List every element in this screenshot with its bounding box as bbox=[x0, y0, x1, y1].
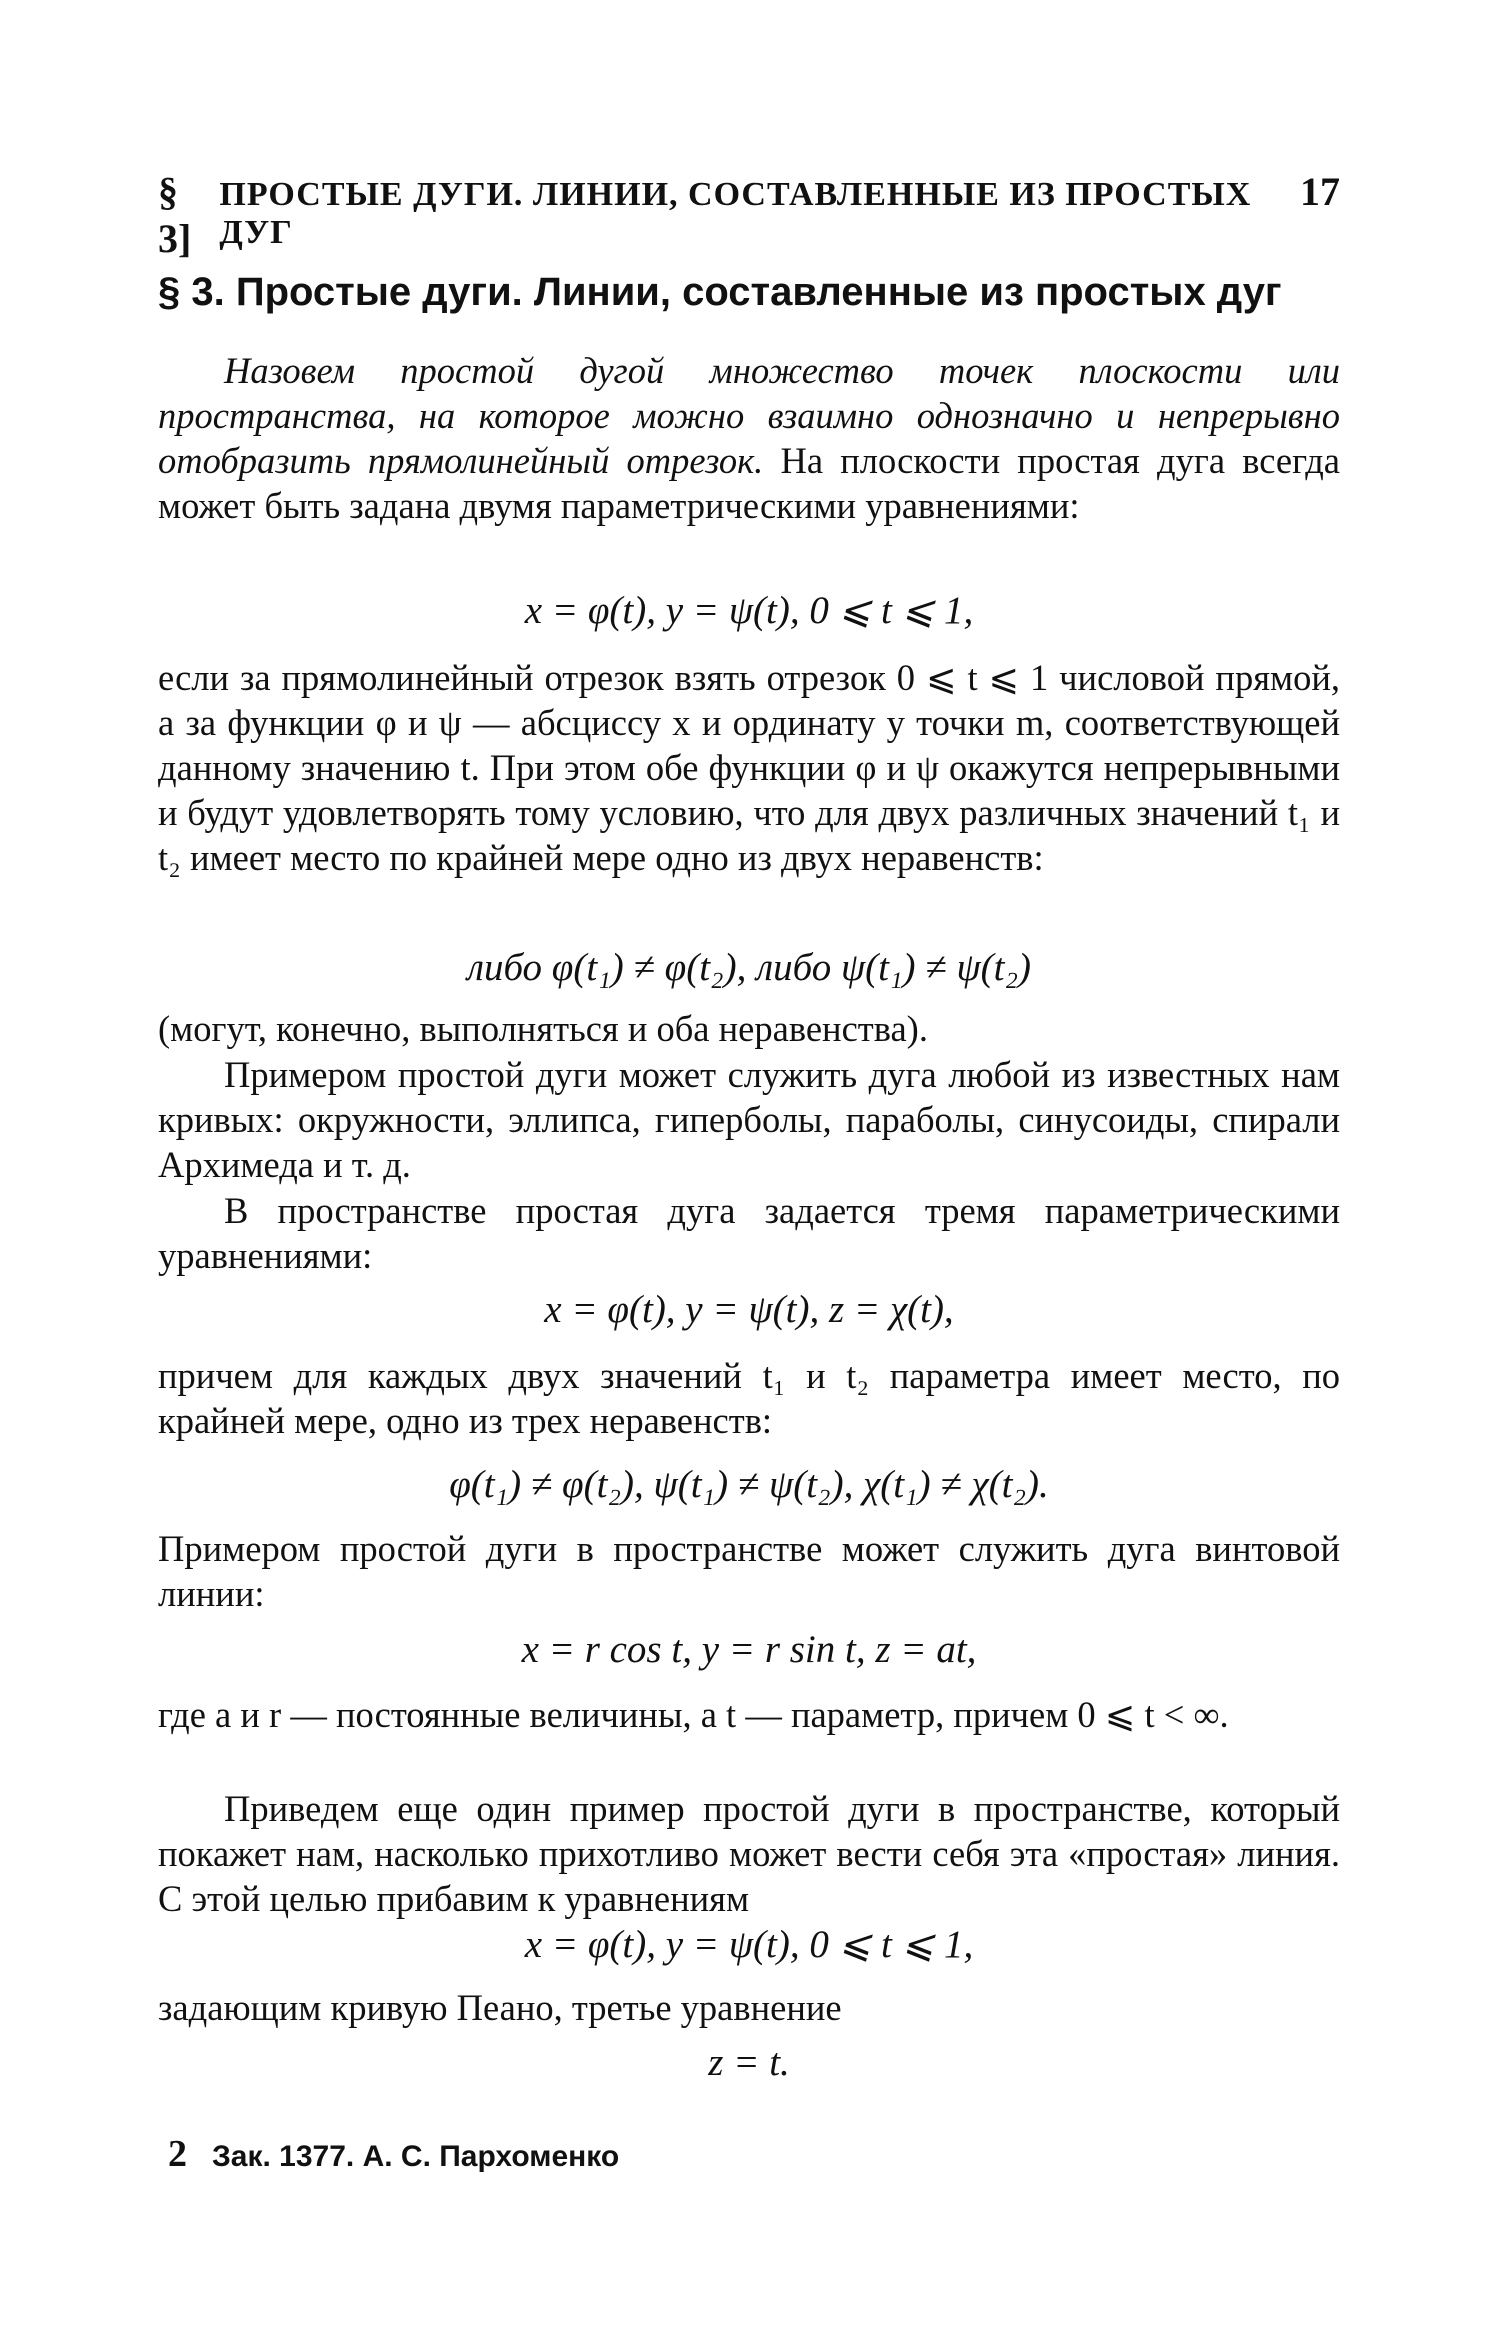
paragraph-5: В пространстве простая дуга задается тремя параметрическими уравнениями: bbox=[158, 1190, 1340, 1276]
page-number: 17 bbox=[1300, 169, 1340, 214]
formula-3: x = φ(t), y = ψ(t), z = χ(t), bbox=[544, 1288, 954, 1331]
header-section-mark: § 3] bbox=[158, 169, 192, 261]
formula-1: x = φ(t), y = ψ(t), 0 ⩽ t ⩽ 1, bbox=[524, 589, 974, 632]
formula-4: φ(t₁) ≠ φ(t₂), ψ(t₁) ≠ ψ(t₂), χ(t₁) ≠ χ(t₂). bbox=[449, 1463, 1049, 1506]
paragraph-1 bbox=[158, 348, 1340, 528]
print-footer: Зак. 1377. А. С. Пархоменко bbox=[212, 2140, 620, 2173]
paragraph-3: (могут, конечно, выполняться и оба неравенства). bbox=[158, 1008, 928, 1049]
section-heading: § 3. Простые дуги. Линии, составленные из простых дуг bbox=[158, 270, 1282, 314]
formula-2: либо φ(t₁) ≠ φ(t₂), либо ψ(t₁) ≠ ψ(t₂) bbox=[466, 946, 1032, 989]
signature-mark: 2 bbox=[168, 2133, 187, 2175]
formula-7: z = t. bbox=[708, 2041, 790, 2084]
formula-5: x = r cos t, y = r sin t, z = at, bbox=[521, 1628, 977, 1671]
header-title: ПРОСТЫЕ ДУГИ. ЛИНИИ, СОСТАВЛЕННЫЕ ИЗ ПРОСТЫХ ДУГ bbox=[219, 176, 1252, 251]
paragraph-7: Примером простой дуги в пространстве может служить дуга винтовой линии: bbox=[158, 1528, 1340, 1614]
paragraph-8: где a и r — постоянные величины, а t — параметр, причем 0 ⩽ t < ∞. bbox=[158, 1694, 1229, 1735]
formula-6: x = φ(t), y = ψ(t), 0 ⩽ t ⩽ 1, bbox=[524, 1923, 974, 1966]
definition-text: Назовем простой дугой множество точек плоскости или пространства, на которое можно взаимно однозначно и непрерывно отобразить прямолинейный отрезок. bbox=[158, 350, 1340, 481]
paragraph-6: причем для каждых двух значений t₁ и t₂ параметра имеет место, по крайней мере, одно из трех неравенств: bbox=[158, 1355, 1340, 1441]
running-header bbox=[158, 168, 1340, 262]
paragraph-4: Примером простой дуги может служить дуга любой из известных нам кривых: окружности, эллипса, гиперболы, параболы, синусоиды, спирали Архимеда и т. д. bbox=[158, 1054, 1340, 1185]
paragraph-2: если за прямолинейный отрезок взять отрезок 0 ⩽ t ⩽ 1 числовой прямой, а за функции φ и ψ — абсциссу x и ординату y точки m, соответствующей данному значению t. При этом обе функции φ и ψ окажутся непрерывными и будут удовлетворять тому условию, что для двух различных значений t₁ и t₂ имеет место по крайней мере одно из двух неравенств: bbox=[158, 657, 1340, 878]
paragraph-9: Приведем еще один пример простой дуги в пространстве, который покажет нам, насколько прихотливо может вести себя эта «простая» линия. С этой целью прибавим к уравнениям bbox=[158, 1788, 1340, 1919]
paragraph-1-rest: На плоскости простая дуга всегда может быть задана двумя параметрическими уравнениями: bbox=[158, 440, 1341, 526]
paragraph-10: задающим кривую Пеано, третье уравнение bbox=[158, 1987, 842, 2028]
